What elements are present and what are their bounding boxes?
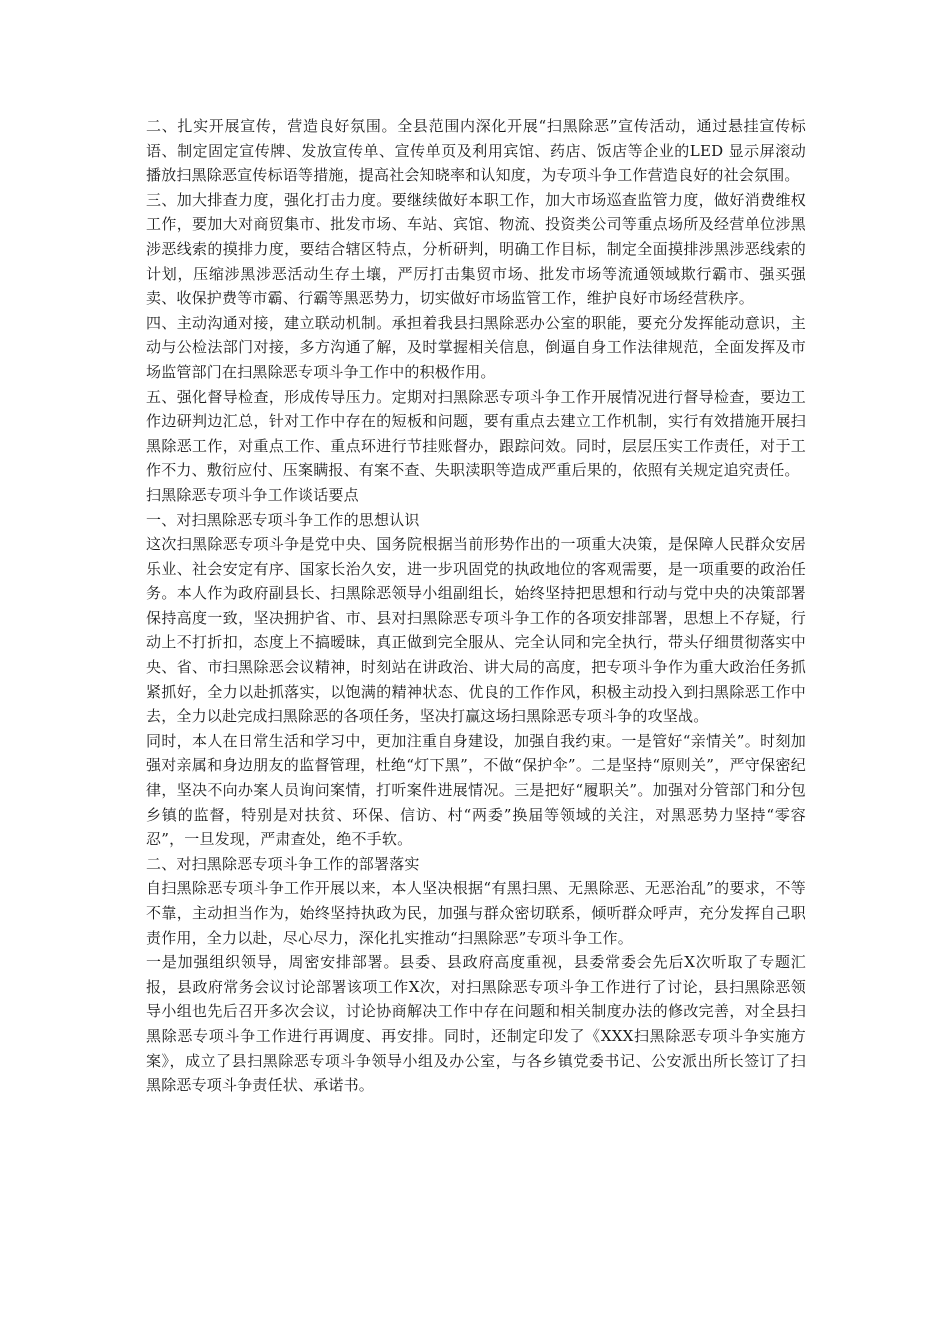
heading-deployment: 二、对扫黑除恶专项斗争工作的部署落实 [146, 854, 420, 873]
heading-ideological-understanding: 一、对扫黑除恶专项斗争工作的思想认识 [146, 510, 420, 529]
paragraph-communication: 四、主动沟通对接，建立联动机制。承担着我县扫黑除恶办公室的职能，要充分发挥能动意识，主动与公检法部门对接，多方沟通了解，及时掌握相关信息，倒逼自身工作法律规范，全面发挥及市场监管部门在扫黑除恶专项斗争工作中的积极作用。 [146, 313, 806, 381]
paragraph-deployment-intro: 自扫黑除恶专项斗争工作开展以来，本人坚决根据“有黑扫黑、无黑除恶、无恶治乱”的要求，不等不靠，主动担当作为，始终坚持执政为民，加强与群众密切联系，倾听群众呼声，充分发挥自己职责作用，全力以赴，尽心尽力，深化扎实推动“扫黑除恶”专项斗争工作。 [146, 879, 806, 947]
paragraph-organization: 一是加强组织领导，周密安排部署。县委、县政府高度重视，县委常委会先后X次听取了专题汇报，县政府常务会议讨论部署该项工作X次，对扫黑除恶专项斗争工作进行了讨论，县扫黑除恶领导小组也先后召开多次会议，讨论协商解决工作中存在问题和相关制度办法的修改完善，对全县扫黑除恶专项斗争工作进行再调度、再安排。同时，还制定印发了《XXX扫黑除恶专项斗争实施方案》，成立了县扫黑除恶专项斗争领导小组及办公室，与各乡镇党委书记、公安派出所长签订了扫黑除恶专项斗争责任状、承诺书。 [146, 953, 806, 1095]
document-page [146, 114, 806, 1098]
paragraph-understanding: 这次扫黑除恶专项斗争是党中央、国务院根据当前形势作出的一项重大决策，是保障人民群众安居乐业、社会安定有序、国家长治久安，进一步巩固党的执政地位的客观需要，是一项重要的政治任务。本人作为政府副县长、扫黑除恶领导小组副组长，始终坚持把思想和行动与党中央的决策部署保持高度一致，坚决拥护省、市、县对扫黑除恶专项斗争工作的各项安排部署，思想上不存疑，行动上不打折扣，态度上不搞暧昧，真正做到完全服从、完全认同和完全执行，带头仔细贯彻落实中央、省、市扫黑除恶会议精神，时刻站在讲政治、讲大局的高度，把专项斗争作为重大政治任务抓紧抓好，全力以赴抓落实，以饱满的精神状态、优良的工作作风，积极主动投入到扫黑除恶工作中去，全力以赴完成扫黑除恶的各项任务，坚决打赢这场扫黑除恶专项斗争的攻坚战。 [146, 535, 806, 726]
paragraph-publicity: 二、扎实开展宣传，营造良好氛围。全县范围内深化开展“扫黑除恶”宣传活动，通过悬挂宣传标语、制定固定宣传牌、发放宣传单、宣传单页及利用宾馆、药店、饭店等企业的LED 显示屏滚动播放扫黑除恶宣传标语等措施，提高社会知晓率和认知度，为专项斗争工作营造良好的社会氛围。 [146, 117, 806, 185]
section-title: 扫黑除恶专项斗争工作谈话要点 [146, 485, 359, 504]
paragraph-supervision: 五、强化督导检查，形成传导压力。定期对扫黑除恶专项斗争工作开展情况进行督导检查，要边工作边研判边汇总，针对工作中存在的短板和问题，要有重点去建立工作机制，实行有效措施开展扫黑除恶工作，对重点工作、重点环进行节挂账督办，跟踪问效。同时，层层压实工作责任，对于工作不力、敷衍应付、压案瞒报、有案不查、失职渎职等造成严重后果的，依照有关规定追究责任。 [146, 387, 806, 480]
paragraph-self-discipline: 同时，本人在日常生活和学习中，更加注重自身建设，加强自我约束。一是管好“亲情关”。时刻加强对亲属和身边朋友的监督管理，杜绝“灯下黑”，不做“保护伞”。二是坚持“原则关”，严守保密纪律，坚决不向办案人员询问案情，打听案件进展情况。三是把好“履职关”。加强对分管部门和分包乡镇的监督，特别是对扶贫、环保、信访、村“两委”换届等领域的关注，对黑恶势力坚持“零容忍”，一旦发现，严肃查处，绝不手软。 [146, 731, 806, 849]
paragraph-investigation: 三、加大排查力度，强化打击力度。要继续做好本职工作，加大市场巡查监管力度，做好消费维权工作，要加大对商贸集市、批发市场、车站、宾馆、物流、投资类公司等重点场所及经营单位涉黑涉恶线索的摸排力度，要结合辖区特点，分析研判，明确工作目标，制定全面摸排涉黑涉恶线索的计划，压缩涉黑涉恶活动生存土壤，严厉打击集贸市场、批发市场等流通领域欺行霸市、强买强卖、收保护费等市霸、行霸等黑恶势力，切实做好市场监管工作，维护良好市场经营秩序。 [146, 190, 806, 308]
